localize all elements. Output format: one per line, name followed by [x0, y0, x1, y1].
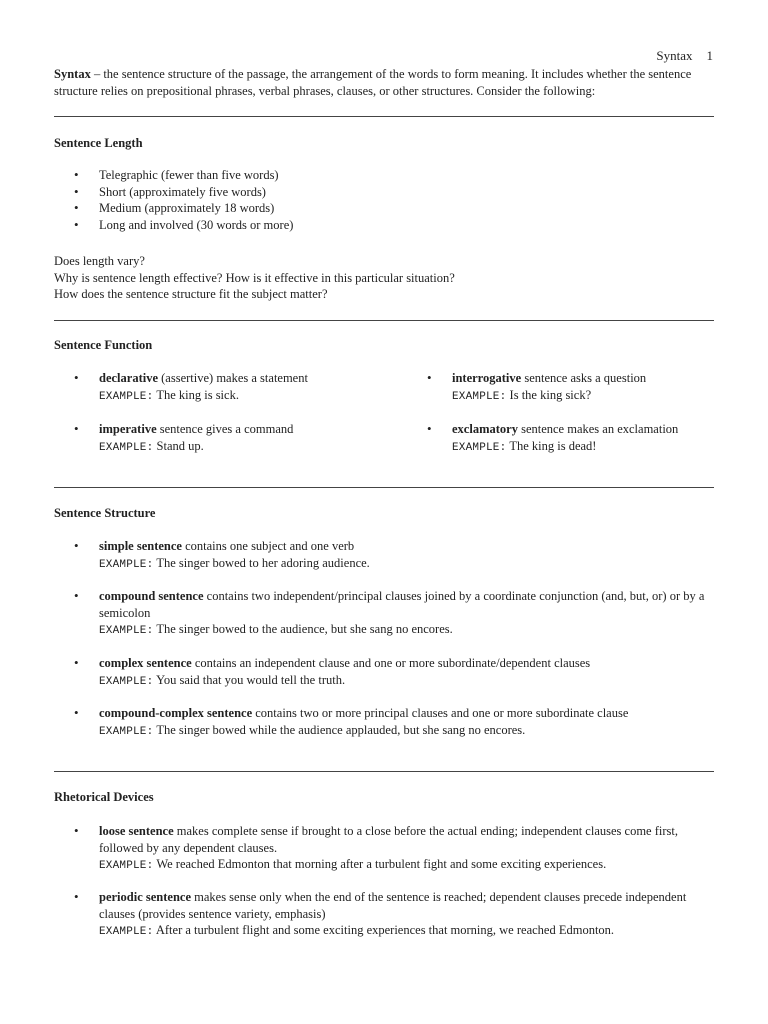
length-questions [54, 253, 455, 303]
example-label: EXAMPLE: [99, 390, 154, 403]
list-item [54, 370, 394, 405]
section-heading-function: Sentence Function [54, 338, 153, 352]
term: periodic sentence [99, 890, 191, 904]
example-text: The singer bowed to the audience, but she sang no encores. [153, 622, 453, 636]
example-text: You said that you would tell the truth. [153, 672, 346, 687]
structure-item [54, 705, 716, 740]
definition: contains two or more principal clauses and one or more subordinate clause [252, 706, 629, 720]
structure-item [54, 588, 716, 640]
list-item [407, 421, 717, 456]
example-text: The king is sick. [153, 387, 239, 402]
list-item [54, 538, 716, 573]
divider [54, 116, 714, 117]
definition: sentence asks a question [521, 371, 647, 385]
list-item: • Short (approximately five words) [54, 184, 293, 201]
example-text: The singer bowed to her adoring audience. [153, 555, 370, 570]
list-item [407, 370, 717, 405]
section-heading-structure: Sentence Structure [54, 506, 156, 520]
function-item-declarative [54, 370, 394, 405]
intro-text: – the sentence structure of the passage, the arrangement of the words to form meaning. It includes whether the sentence structure relies on prepositional phrases, verbal phrases, clauses, or other structures. Consider the following: [54, 67, 692, 98]
function-item-exclamatory [407, 421, 717, 456]
definition: contains one subject and one verb [181, 539, 355, 553]
example-text: The singer bowed while the audience applauded, but she sang no encores. [153, 722, 526, 737]
example-label: EXAMPLE: [99, 441, 154, 454]
term: imperative [99, 422, 157, 436]
definition: contains two independent/principal clauses joined by a coordinate conjunction (and, but, or) or by a semicolon [99, 589, 705, 620]
list-item [54, 705, 716, 740]
function-item-interrogative [407, 370, 717, 405]
example-text: The king is dead! [506, 438, 597, 453]
running-header [656, 48, 713, 65]
running-header-title: Syntax [656, 48, 693, 63]
divider [54, 320, 714, 321]
rhetorical-item [54, 889, 716, 941]
example-label: EXAMPLE: [99, 725, 154, 738]
definition: sentence gives a command [156, 422, 294, 436]
example-label: EXAMPLE: [99, 558, 154, 571]
list-item: • Telegraphic (fewer than five words) [54, 167, 293, 184]
term: interrogative [452, 371, 522, 385]
list-item: • Medium (approximately 18 words) [54, 200, 293, 217]
example-text: After a turbulent flight and some exciting experiences that morning, we reached Edmonton. [153, 923, 615, 937]
definition: makes sense only when the end of the sentence is reached; dependent clauses precede independent clauses (provides sentence variety, emphasis) [99, 890, 687, 921]
definition: makes complete sense if brought to a close before the actual ending; independent clauses come first, followed by any dependent clauses. [99, 824, 678, 855]
question-line: Does length vary? [54, 254, 145, 268]
example-label: EXAMPLE: [99, 625, 154, 637]
example-label: EXAMPLE: [452, 390, 507, 403]
definition: sentence makes an exclamation [517, 422, 679, 436]
example-text: Stand up. [153, 438, 204, 453]
divider [54, 771, 714, 772]
example-text: Is the king sick? [506, 387, 592, 402]
list-item [54, 421, 394, 456]
term: compound sentence [99, 589, 204, 603]
example-text: We reached Edmonton that morning after a turbulent fight and some exciting experiences. [153, 857, 607, 871]
structure-item [54, 655, 716, 690]
list-item [54, 823, 716, 875]
rhetorical-item [54, 823, 716, 875]
example-label: EXAMPLE: [99, 675, 154, 688]
section-heading-length: Sentence Length [54, 136, 143, 150]
example-label: EXAMPLE: [99, 926, 154, 938]
list-item [54, 655, 716, 690]
divider [54, 487, 714, 488]
term: complex sentence [99, 656, 192, 670]
intro-term: Syntax [54, 67, 91, 81]
term: compound-complex sentence [99, 706, 253, 720]
question-line: How does the sentence structure fit the subject matter? [54, 287, 328, 301]
term: simple sentence [99, 539, 182, 553]
list-item [54, 889, 716, 941]
page-number: 1 [706, 48, 713, 63]
length-list [54, 167, 293, 233]
section-heading-rhetorical: Rhetorical Devices [54, 790, 154, 804]
structure-item [54, 538, 716, 573]
term: loose sentence [99, 824, 174, 838]
example-label: EXAMPLE: [99, 860, 154, 872]
term: declarative [99, 371, 159, 385]
intro-paragraph [54, 66, 716, 99]
term: exclamatory [452, 422, 518, 436]
definition: contains an independent clause and one or more subordinate/dependent clauses [191, 656, 591, 670]
question-line: Why is sentence length effective? How is it effective in this particular situation? [54, 270, 455, 285]
function-item-imperative [54, 421, 394, 456]
list-item [54, 588, 716, 640]
list-item: • Long and involved (30 words or more) [54, 217, 293, 234]
example-label: EXAMPLE: [452, 441, 507, 454]
definition: (assertive) makes a statement [158, 371, 308, 385]
